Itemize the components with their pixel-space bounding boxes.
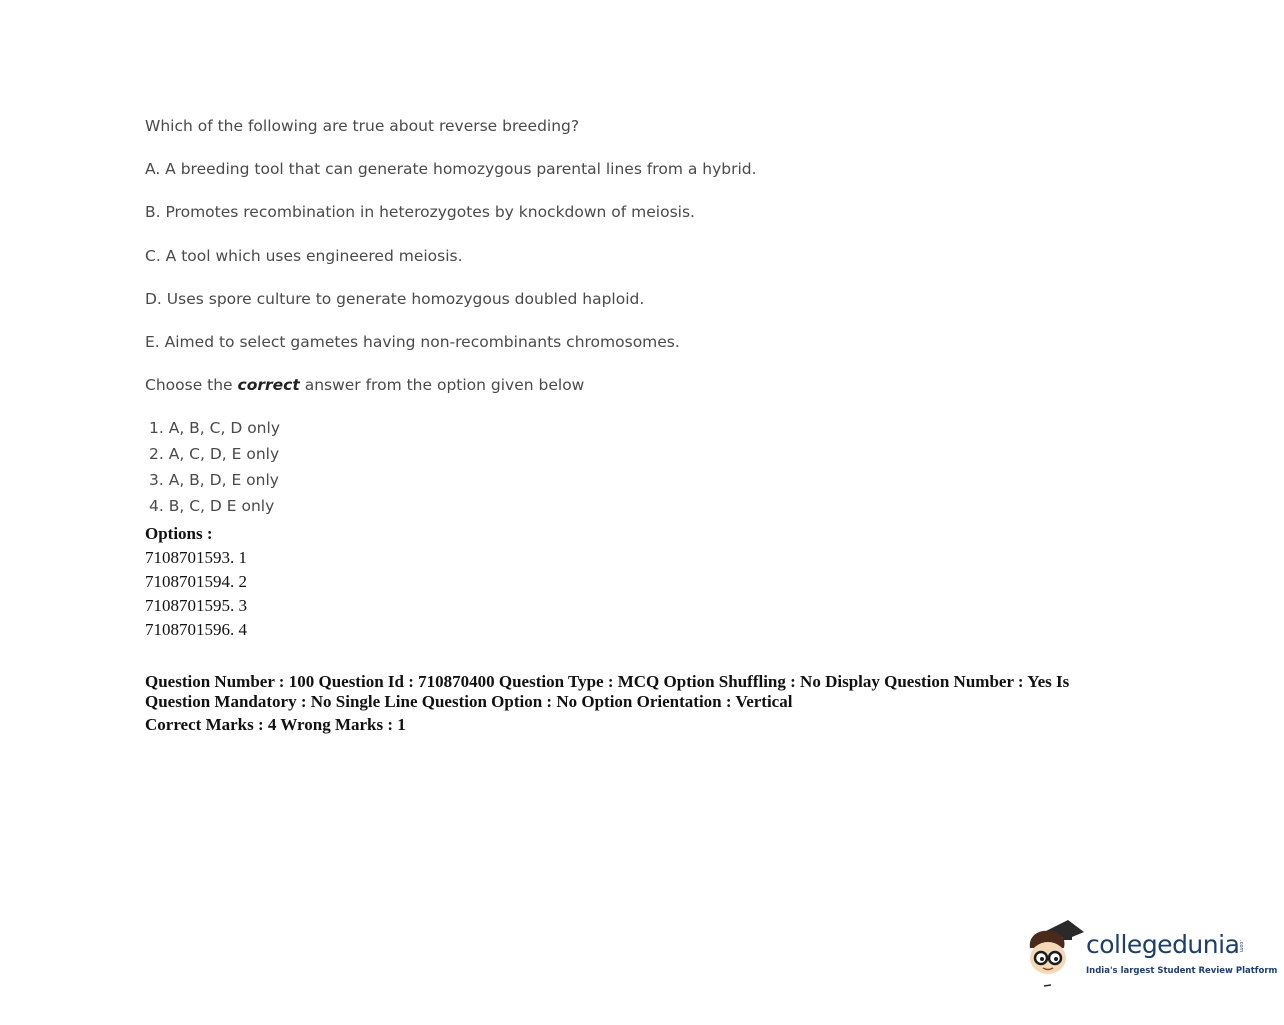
options-block	[145, 522, 247, 642]
statement-b: B. Promotes recombination in heterozygotes by knockdown of meiosis.	[145, 203, 695, 222]
logo-wordmark: collegedunia	[1086, 930, 1240, 959]
logo-tagline: India's largest Student Review Platform	[1086, 966, 1278, 976]
instruction	[145, 371, 1145, 414]
collegedunia-logo	[1024, 918, 1278, 990]
choice-4: 4. B, C, D E only	[149, 497, 275, 516]
logo-suffix: .com	[1238, 940, 1244, 953]
question-marks: Correct Marks : 4 Wrong Marks : 1	[145, 715, 406, 734]
choice-2: 2. A, C, D, E only	[149, 445, 280, 464]
option-id-4: 7108701596. 4	[145, 620, 247, 639]
mascot-icon	[1024, 918, 1086, 990]
choice-1: 1. A, B, C, D only	[149, 419, 280, 438]
options-title: Options :	[145, 524, 213, 543]
statement-e: E. Aimed to select gametes having non-recombinants chromosomes.	[145, 332, 680, 351]
instruction-after: answer from the option given below	[299, 376, 585, 395]
question-stem: Which of the following are true about reverse breeding?	[145, 117, 580, 135]
instruction-before: Choose the	[145, 376, 238, 395]
option-id-2: 7108701594. 2	[145, 572, 247, 591]
option-id-3: 7108701595. 3	[145, 596, 247, 615]
option-id-1: 7108701593. 1	[145, 548, 247, 567]
question-block	[145, 112, 1145, 519]
statement-a: A. A breeding tool that can generate homozygous parental lines from a hybrid.	[145, 160, 757, 179]
statement-d: D. Uses spore culture to generate homozygous doubled haploid.	[145, 289, 645, 308]
instruction-emphasis: correct	[237, 376, 300, 395]
choice-list	[145, 415, 1145, 519]
question-meta-details: Question Number : 100 Question Id : 710870400 Question Type : MCQ Option Shuffling : No Display Question Number : Yes Is Question Mandatory : No Single Line Question Option : No Option Orientation : Vertical	[145, 672, 1070, 711]
choice-3: 3. A, B, D, E only	[149, 471, 279, 490]
question-meta	[145, 672, 1105, 735]
statement-c: C. A tool which uses engineered meiosis.	[145, 246, 463, 265]
